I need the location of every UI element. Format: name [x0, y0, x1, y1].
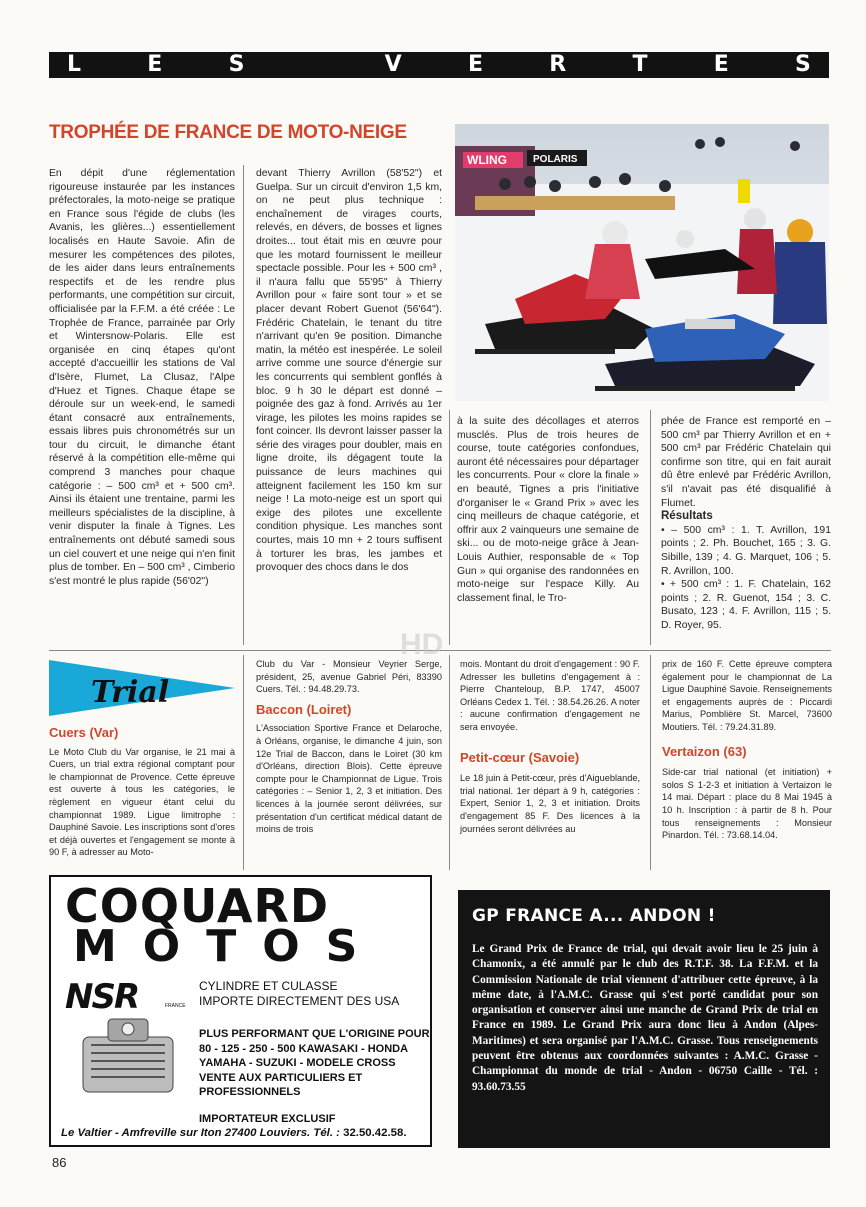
trial-vertaizon: [662, 658, 832, 842]
column-divider: [650, 410, 651, 645]
nsr-logo-small: FRANCE: [165, 1003, 186, 1009]
ad-details: [199, 1027, 430, 1126]
svg-text:Trial: Trial: [91, 675, 170, 710]
ad-detail-3: YAMAHA - SUZUKI - MODELE CROSS: [199, 1057, 396, 1069]
ad-headline: [199, 979, 399, 1009]
banner-letter: V: [384, 52, 402, 77]
banner-letter: S: [228, 52, 245, 77]
article-column-3: à la suite des décollages et aterros musclés. Plus de trois heures de course, toute catégories confondues, auront été nécessaires pour départager les concurrents. Pour « clore la finale » en beauté, Tignes a pris l'initiative d'organiser le « Grand Prix » avec les cinq meilleurs de chaque catégorie, et offrir aux 2 vainqueurs une semaine de ski... ou de moto-neige grâce à Jean-Louis Authier, responsable de « Top Gun » qui organise des randonnées en moto-neige sur l'espace Killy. Au classement final, le Tro-: [457, 416, 639, 604]
ad-address: [61, 1127, 406, 1139]
ad-brand-line2: MOTOS: [73, 921, 384, 972]
trial-petit-coeur: [460, 658, 640, 835]
column-divider: [243, 655, 244, 870]
baccon-continued: mois. Montant du droit d'engagement : 90 F. Adresser les bulletins d'engagement à : Pierre Chanteloup, B.P. 1747, 45007 Orléans Cedex 1. Tél. : 38.54.26.26. A noter : aucune confirmation d'engagement ne sera envoyée.: [460, 659, 640, 732]
results-under-500: • – 500 cm³ : 1. T. Avrillon, 191 points ; 2. Ph. Bouchet, 165 ; 3. G. Sibille, 139 ; 4. G. Marquet, 106 ; 5. R. Avrillon, 100.: [661, 524, 831, 577]
banner-letter: L: [67, 52, 82, 77]
section-banner: [49, 52, 829, 78]
trial-logo: [49, 660, 235, 716]
coquard-motos-ad: [49, 875, 432, 1147]
gp-france-box: [458, 890, 830, 1148]
petit-coeur-heading: Petit-cœur (Savoie): [460, 749, 580, 765]
banner-letter: E: [147, 52, 163, 77]
ad-detail-4: VENTE AUX PARTICULIERS ET PROFESSIONNELS: [199, 1071, 363, 1098]
petit-coeur-text: Le 18 juin à Petit-cœur, près d'Aigueblande, trial national. 1er départ à 9 h, catégories : Expert, Senior 1, 2, 3 et initiation. Droits d'engagement 85 F. Des licences à la journées seront délivrées au: [460, 773, 640, 834]
banner-letter: T: [632, 52, 648, 77]
banner-letter: R: [549, 52, 567, 77]
svg-text:WLING: WLING: [467, 153, 507, 167]
column-divider: [243, 165, 244, 645]
snowmobile-illustration: [455, 124, 829, 401]
article-column-1: En dépit d'une réglementation rigoureuse instaurée par les instances préfectorales, la moto-neige se pratique en France sous l'égide de clubs (les Avanis, les glières...) essentiellement localisés en Haute Savoie. Afin de mesurer les compétences des pilotes, de les aider dans leurs entraînements respectifs et de les rendre plus performants, une compétition sur circuit, officialisée par la F.F.M. a été créée : Le Trophée de France, parrainée par Orly et Wintersnow-Polaris. Elle est organisée en cinq étapes qu'ont accepté d'accueillir les stations de Val d'Isère, Flumet, La Clusaz, l'Alpe d'Huez et Tignes. Chaque étape se déroule sur un week-end, le samedi étant consacré aux entraînements, essais libres puis chronométrés sur un tour du circuit, le dimanche étant réservé à la compétition elle-même qui comprend 3 manches pour chaque catégorie : – 500 cm³ et + 500 cm³. Ainsi ils étaient une trentaine, parmi les meilleurs spécialistes de la discipline, à venir disputer la finale à Tignes. Les entraînements ont débuté samedi sous un ciel couvert et une neige qui n'en finit plus de tomber. En – 500 cm³ , Cimberio s'est montré le plus rapide (56'02"): [49, 168, 235, 587]
results-over-500: • + 500 cm³ : 1. F. Chatelain, 162 points ; 2. R. Guenot, 154 ; 3. C. Busato, 123 ; 4. F. Avrillon, 115 ; 5. D. Royer, 95.: [661, 579, 831, 631]
trial-pennant-icon: [49, 660, 235, 716]
banner-letter: S: [795, 52, 811, 77]
cuers-heading: Cuers (Var): [49, 725, 119, 740]
results-intro: phée de France est remporté en – 500 cm³ par Thierry Avrillon et en + 500 cm³ par Frédéric Chatelain qui confirme son titre, qui en fait aurait dû être enlevé par Frédéric Avrillon, s'il n'avait pas été disqualifié à Flumet.: [661, 416, 831, 509]
banner-letter: E: [713, 52, 729, 77]
ad-detail-2: 80 - 125 - 250 - 500 KAWASAKI - HONDA: [199, 1042, 409, 1055]
vertaizon-text: Side-car trial national (et initiation) + solos S 1-2-3 et initiation à Vertaizon le 14 mai. Départ : place du 8 Mai 1945 à 10 h. Inscription : à partir de 8 h. Pour tous renseignements : Monsieur Pinardon. Tél. : 73.68.14.04.: [662, 767, 832, 841]
article-title: TROPHÉE DE FRANCE DE MOTO-NEIGE: [49, 122, 407, 143]
petit-coeur-continued: prix de 160 F. Cette épreuve comptera également pour le championnat de La Ligue Dauphiné Savoie. Renseignements et engagements auprès de : Piccardi Marius, Pomblière St. Marcel, 73600 Moutiers. Tél. : 79.24.31.89.: [662, 659, 832, 732]
svg-text:POLARIS: POLARIS: [533, 154, 578, 165]
nsr-logo: NSR: [65, 977, 139, 1017]
article-column-2: devant Thierry Avrillon (58'52") et Guelpa. Sur un circuit d'environ 1,5 km, on ne peut plus technique : enchaînement de virages courts, relevés, en dévers, de bosses et lignes droites... tout était mis en œuvre pour que les motard fournissent le meilleur spectacle possible. Pour les + 500 cm³ , il n'aura fallu que 55'95" à Thierry Avrillon pour « faire sont tour » et se placer devant Robert Guenot (56'64"). Frédéric Chatelain, le tenant du titre n'arrivant qu'en 9e position. Dimanche matin, la météo est inespérée. Le soleil arrive comme une source d'énergie sur les concurrents qui semblent gonflés à bloc. 9 h 30 le départ est donné – poignée des gaz à fond. Arrivés au 1er virage, les pilotes les moins rapides se font coincer. Ils devront laisser passer la série des virages pour doubler, mais en ligne droite, ils dégagent toute la puissance de leurs machines qui atteignent facilement les 150 km sur neige ! La moto-neige est un sport qui exige des pilotes une excellente condition physique. Les manches sont courtes, mais 10 mn + 2 tours suffisent à torturer les bras, les jambes et provoquer des chocs dans le dos: [256, 168, 442, 574]
ad-headline-1: CYLINDRE ET CULASSE: [199, 979, 338, 993]
watermark: HD: [400, 628, 444, 661]
baccon-heading: Baccon (Loiret): [256, 701, 352, 717]
ad-address-text: Le Valtier - Amfreville sur Iton 27400 Louviers. Tél. :: [61, 1127, 340, 1139]
vertaizon-heading: Vertaizon (63): [662, 743, 747, 759]
snowmobile-race-photo: [455, 124, 829, 401]
gp-title: GP FRANCE A... ANDON !: [472, 906, 716, 926]
article-column-4: [661, 415, 831, 645]
ad-headline-2: IMPORTE DIRECTEMENT DES USA: [199, 994, 400, 1008]
cuers-continued: Club du Var - Monsieur Veyrier Serge, président, 25, avenue Gabriel Péri, 83390 Cuers. Tél. : 94.48.29.73.: [256, 659, 442, 695]
trial-baccon: [256, 658, 442, 836]
column-divider: [449, 410, 450, 645]
ad-importer: IMPORTATEUR EXCLUSIF: [199, 1112, 336, 1125]
ad-detail-1: PLUS PERFORMANT QUE L'ORIGINE POUR: [199, 1028, 430, 1040]
column-divider: [650, 655, 651, 870]
gp-text: Le Grand Prix de France de trial, qui devait avoir lieu le 25 juin à Chamonix, a été annulé par le club des R.T.F. 38. La F.F.M. et la Commission Nationale de trial viennent d'attribuer cette épreuve, à la même date, à l'A.M.C. Grasse qui s'est porté candidat pour son organisation et conserver ainsi une manche de Grand Prix de trial en France en 1989. Le Grand Prix aura donc lieu à Andon (Alpes-Maritimes) et sera organisé par l'A.M.C. Grasse. Tous renseignements peuvent être obtenus aux coordonnées suivantes : A.M.C. Grasse - Championnat du monde de trial - Andon - 06750 Caille - Tél. : 93.60.73.55: [472, 943, 818, 1093]
cylinder-head-image: [73, 1017, 183, 1097]
ad-brand-line1: COQUARD: [65, 879, 330, 933]
column-divider: [449, 655, 450, 870]
banner-letter: E: [467, 52, 483, 77]
cuers-text: Le Moto Club du Var organise, le 21 mai à Cuers, un trial extra régional comptant pour le championnat de Provence. Cette épreuve est ouverte à tous les catégories, le règlement en vigueur étant celui du championnat 1989. Ligue limitrophe : Dauphiné Savoie. Les inscriptions sont d'ores et déjà ouvertes et l'engagement se monte à 90 F, à adresser au Moto-: [49, 746, 235, 858]
ad-phone: 32.50.42.58.: [343, 1127, 407, 1139]
results-heading: Résultats: [661, 510, 713, 523]
banner-letter: [311, 52, 319, 78]
baccon-text: L'Association Sportive France et Delaroche, à Orléans, organise, le dimanche 4 juin, son 12e Trial de Baccon, dans le Loiret (30 km d'Orléans, direction Blois). Cette épreuve compte pour le Championnat de Ligue. Trois catégories : – Senior 1, 2, 3 et initiation. Des licences à la journée seront délivrées, sur présentation d'un certificat médical datant de moins de trois: [256, 723, 442, 835]
page-number: 86: [52, 1155, 67, 1170]
trial-cuers: [49, 727, 235, 859]
